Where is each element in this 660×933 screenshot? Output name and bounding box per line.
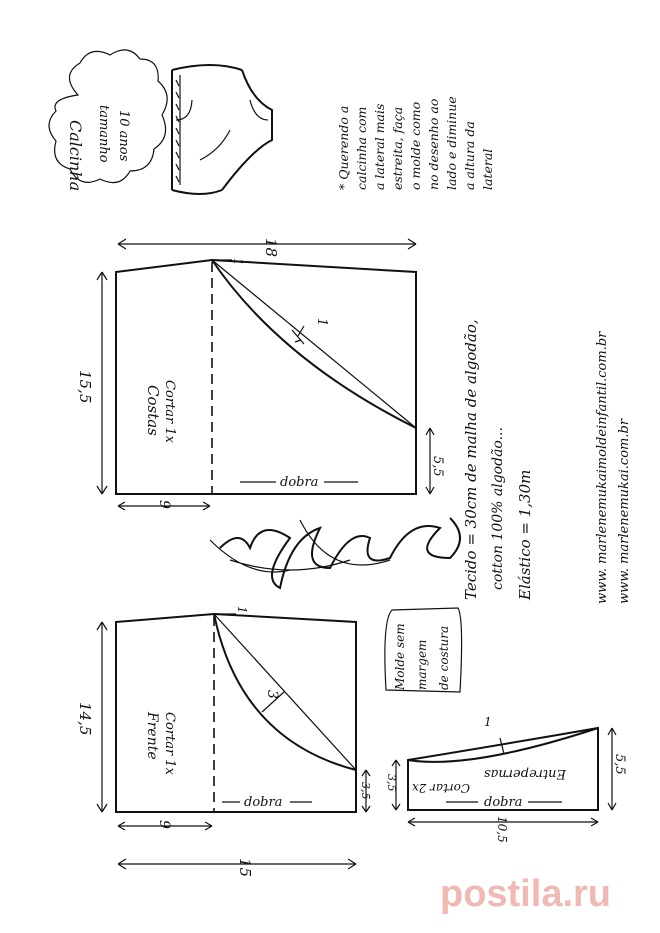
url-line-2: www. marlenemukai.com.br [617, 418, 632, 604]
costas-dim-bottom-left: 9 [156, 500, 172, 509]
frente-dim-bottom-left: 9 [156, 820, 172, 829]
entrepernas-curve-depth: 1 [484, 715, 492, 729]
entrepernas-dim-left: 3,5 [385, 774, 398, 792]
costas-dim-right: 5,5 [430, 456, 445, 477]
costas-dobra: dobra [280, 475, 319, 490]
entrepernas-label: Entrepernas [483, 766, 566, 781]
materials-fabric: Tecido = 30cm de malha de algodão, [462, 319, 480, 600]
margin-note-line-1: Molde sem [393, 623, 407, 690]
frente-curve-depth: 3 [264, 690, 280, 699]
frente-piece [76, 606, 372, 877]
costas-curve-depth: 1 [314, 318, 329, 327]
costas-outline [116, 260, 416, 494]
signature [210, 518, 460, 588]
entrepernas-dobra: dobra [484, 795, 523, 810]
url-line-1: www. marlenemukaimoldeinfantil.com.br [595, 331, 610, 604]
note-line-6: no desenho ao [426, 98, 441, 190]
watermark-text: postila.ru [440, 873, 612, 915]
note-line-4: estreita, faça [390, 106, 405, 190]
margin-note [385, 608, 462, 692]
note-line-8: a altura da [462, 121, 477, 190]
frente-dim-right: 3,5 [359, 782, 372, 800]
frente-label: Frente [144, 712, 160, 760]
title-line-3: 10 anos [116, 110, 131, 162]
frente-corner-offset: 1 [235, 606, 249, 614]
urls [595, 331, 632, 604]
margin-note-line-3: de costura [437, 625, 451, 690]
costas-label: Costas [144, 385, 162, 436]
watermark-svg [440, 868, 640, 918]
title-line-2: tamanho [96, 105, 111, 163]
note-block [336, 96, 495, 190]
note-line-3: a lateral mais [372, 103, 387, 190]
frente-dim-bottom: 15 [236, 858, 254, 878]
frente-cut: Cortar 1x [162, 712, 177, 775]
title-cloud [49, 50, 167, 191]
title-line-1: Calcinha [66, 120, 85, 192]
note-line-2: calcinha com [354, 106, 369, 190]
frente-dim-left: 14,5 [76, 702, 94, 736]
costas-dim-top: 18 [262, 238, 280, 258]
note-line-7: lado e diminue [444, 96, 459, 190]
entrepernas-dim-bottom: 10,5 [495, 816, 509, 843]
note-line-5: o molde como [408, 101, 423, 190]
costas-cut: Cortar 1x [162, 380, 177, 443]
materials-fabric-2: cotton 100% algodão... [490, 427, 506, 590]
materials [462, 319, 534, 601]
costas-piece [76, 238, 445, 510]
entrepernas-cut: Cortar 2x [411, 781, 470, 795]
costas-corner-offset: 1 [231, 258, 245, 266]
watermark-logo [440, 868, 640, 918]
frente-dobra: dobra [244, 795, 283, 810]
materials-elastic: Elástico = 1,30m [516, 469, 534, 600]
entrepernas-piece [385, 715, 627, 843]
entrepernas-dim-right: 5,5 [612, 754, 627, 775]
note-line-1: * Querendo a [336, 105, 351, 190]
margin-note-line-2: margem [415, 639, 429, 690]
note-line-9: lateral [480, 148, 495, 190]
panty-sketch-icon [172, 65, 272, 194]
costas-dim-left: 15,5 [76, 370, 94, 404]
